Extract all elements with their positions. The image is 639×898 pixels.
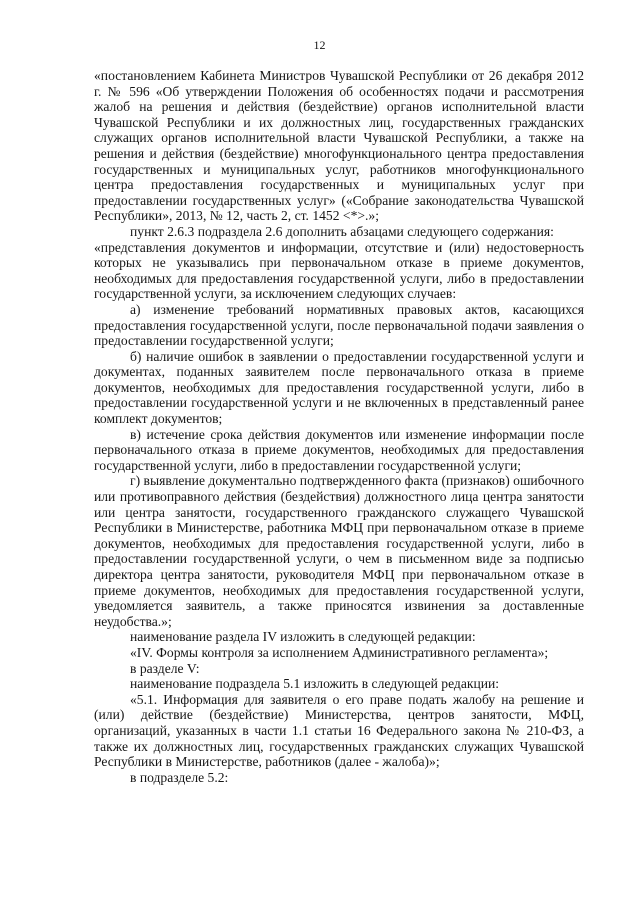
paragraph-section-iv-title: «IV. Формы контроля за исполнением Административного регламента»; (130, 644, 549, 660)
paragraph-documents-info: «представления документов и информации, отсутствие и (или) недостоверность которых не указывались при первоначальном отказе в приеме документов, необходимых для предоставления государственной услуги, либо в предоставлении государственной услуги, за исключением следующих случаев: (94, 239, 584, 302)
page-number: 12 (313, 38, 326, 52)
paragraph-subsection-5-1-text: «5.1. Информация для заявителя о его праве подать жалобу на решение и (или) действие (бездействие) Министерства, центров занятости, МФЦ, организаций, указанных в части 1.1 статьи 16 Федерального закона № 210-ФЗ, а также их должностных лиц, государственных гражданских служащих Чувашской Республики в Министерстве, работников (далее - жалоба)»; (94, 691, 584, 770)
document-body (94, 68, 584, 785)
paragraph-item-2-6-3: пункт 2.6.3 подраздела 2.6 дополнить абзацами следующего содержания: (130, 223, 554, 239)
paragraph-case-b: б) наличие ошибок в заявлении о предоставлении государственной услуги и документах, поданных заявителем после первоначального отказа в приеме документов, необходимых для предоставления государственной услуги, либо в предоставлении государственной услуги и не включенных в представленный ранее комплект документов; (94, 348, 584, 427)
paragraph-subsection-5-2: в подразделе 5.2: (130, 769, 229, 785)
paragraph-section-v: в разделе V: (130, 660, 200, 676)
paragraph-subsection-5-1-name: наименование подраздела 5.1 изложить в следующей редакции: (130, 676, 500, 692)
paragraph-case-g: г) выявление документально подтвержденного факта (признаков) ошибочного или противоправного действия (бездействия) должностного лица центра занятости или центра занятости, государственного гражданского служащего Чувашской Республики в Министерстве, работника МФЦ при первоначальном отказе в приеме документов, необходимых для предоставления государственной услуги, либо в предоставлении государственной услуги, о чем в письменном виде за подписью директора центра занятости, руководителя МФЦ при первоначальном отказе в приеме документов, необходимых для предоставления государственной услуги, уведомляется заявитель, а также приносятся извинения за доставленные неудобства.»; (94, 473, 584, 629)
paragraph-resolution-reference: «постановлением Кабинета Министров Чувашской Республики от 26 декабря 2012 г. № 596 «Об утверждении Положения об особенностях подачи и рассмотрения жалоб на решения и действия (бездействие) органов исполнительной власти Чувашской Республики и их должностных лиц, государственных гражданских служащих органов исполнительной власти Чувашской Республики, а также на решения и действия (бездействие) многофункционального центра предоставления государственных и муниципальных услуг, работников многофункционального центра предоставления государственных и муниципальных услуг при предоставлении государственных услуг» («Собрание законодательства Чувашской Республики», 2013, № 12, часть 2, ст. 1452 <*>.»; (94, 68, 584, 224)
paragraph-section-iv-name: наименование раздела IV изложить в следующей редакции: (130, 629, 476, 645)
paragraph-case-v: в) истечение срока действия документов или изменение информации после первоначального отказа в приеме документов, необходимых для предоставления государственной услуги, либо в предоставлении государственной услуги; (94, 426, 584, 473)
paragraph-case-a: а) изменение требований нормативных правовых актов, касающихся предоставления государственной услуги, после первоначальной подачи заявления о предоставлении государственной услуги; (94, 301, 584, 349)
